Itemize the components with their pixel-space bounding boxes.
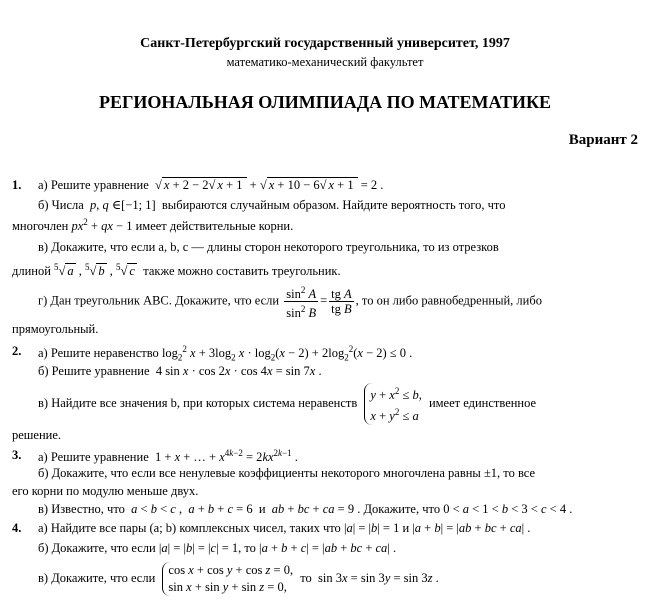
problem-1-number: 1.	[12, 178, 22, 192]
problem-3c: в) Известно, что a < b < c , a + b + c = 6 и ab + bc + ca = 9 . Докажите, что 0 < a < 1 < b < 3 < c < 4 .	[38, 502, 573, 516]
page-title: РЕГИОНАЛЬНАЯ ОЛИМПИАДА ПО МАТЕМАТИКЕ	[98, 92, 552, 112]
problem-4a: а) Найдите все пары (a; b) комплексных чисел, таких что |a| = |b| = 1 и |a + b| = |ab + bc + ca| .	[38, 521, 531, 535]
university-heading: Санкт-Петербургский государственный университет, 1997	[140, 36, 510, 51]
problem-1a: а) Решите уравнение √ x + 2 − 2√ x + 1 + √ x + 10 − 6√ x + 1 = 2 .	[38, 178, 384, 192]
problem-2-number: 2.	[12, 344, 22, 358]
problem-1c-line2: длиной $^5$√ a , $^5$√ b , $^5$√ c также можно составить треугольник.	[12, 262, 341, 279]
problem-2a: а) Решите неравенство $\log_2^2 x + 3\log_2$ $x \cdot \log_2(x - 2) + 2\log_2^2(x - 2) \le 0$ .	[38, 344, 413, 363]
problem-1b-line1: б) Числа p, q ∈[−1; 1] выбираются случайным образом. Найдите вероятность того, что	[38, 198, 506, 212]
faculty-heading: математико-механический факультет	[226, 55, 424, 69]
problem-1d-line1: г) Дан треугольник ABC. Докажите, что если $\frac{\sin^2 A}{\sin^2 B}$ = $\frac{\text{tg A}}{\text{tg B}}$ , то он либо равнобедренный, либо	[38, 285, 542, 321]
variant-label: Вариант 2	[568, 132, 638, 148]
problem-3-number: 3.	[12, 448, 22, 462]
problem-4b: б) Докажите, что если |a| = |b| = |c| = 1, то |a + b + c| = |ab + bc + ca| .	[38, 541, 397, 555]
problem-2c-line2: решение.	[12, 428, 62, 442]
problem-3a: а) Решите уравнение 1 + x + … + $x^{4k-2} = 2kx^{2k-1}$ .	[38, 448, 298, 465]
problem-4c: в) Докажите, что если cos x + cos y + cos z = 0, sin x + sin y + sin z = 0, то sin 3x = sin 3y = sin 3z .	[38, 563, 439, 594]
problem-3b-line1: б) Докажите, что если все ненулевые коэффициенты некоторого многочлена равны ±1, то все	[38, 466, 536, 480]
problem-2c: в) Найдите все значения b, при которых система неравенств $y + x^2 \le b$, $x + y^2 \le a$ имеет единственное	[38, 383, 536, 425]
problem-1c-line1: в) Докажите, что если a, b, c — длины сторон некоторого треугольника, то из отрезков	[38, 240, 499, 254]
problem-2b: б) Решите уравнение 4 sin x · cos 2x · cos 4x = sin 7x .	[38, 364, 322, 378]
problem-1b-line2: многочлен $px^2$ + qx − 1 имеет действительные корни.	[12, 217, 294, 234]
problem-1d-line2: прямоугольный.	[12, 322, 99, 336]
problem-3b-line2: его корни по модулю меньше двух.	[12, 484, 199, 498]
problem-4-number: 4.	[12, 521, 22, 535]
